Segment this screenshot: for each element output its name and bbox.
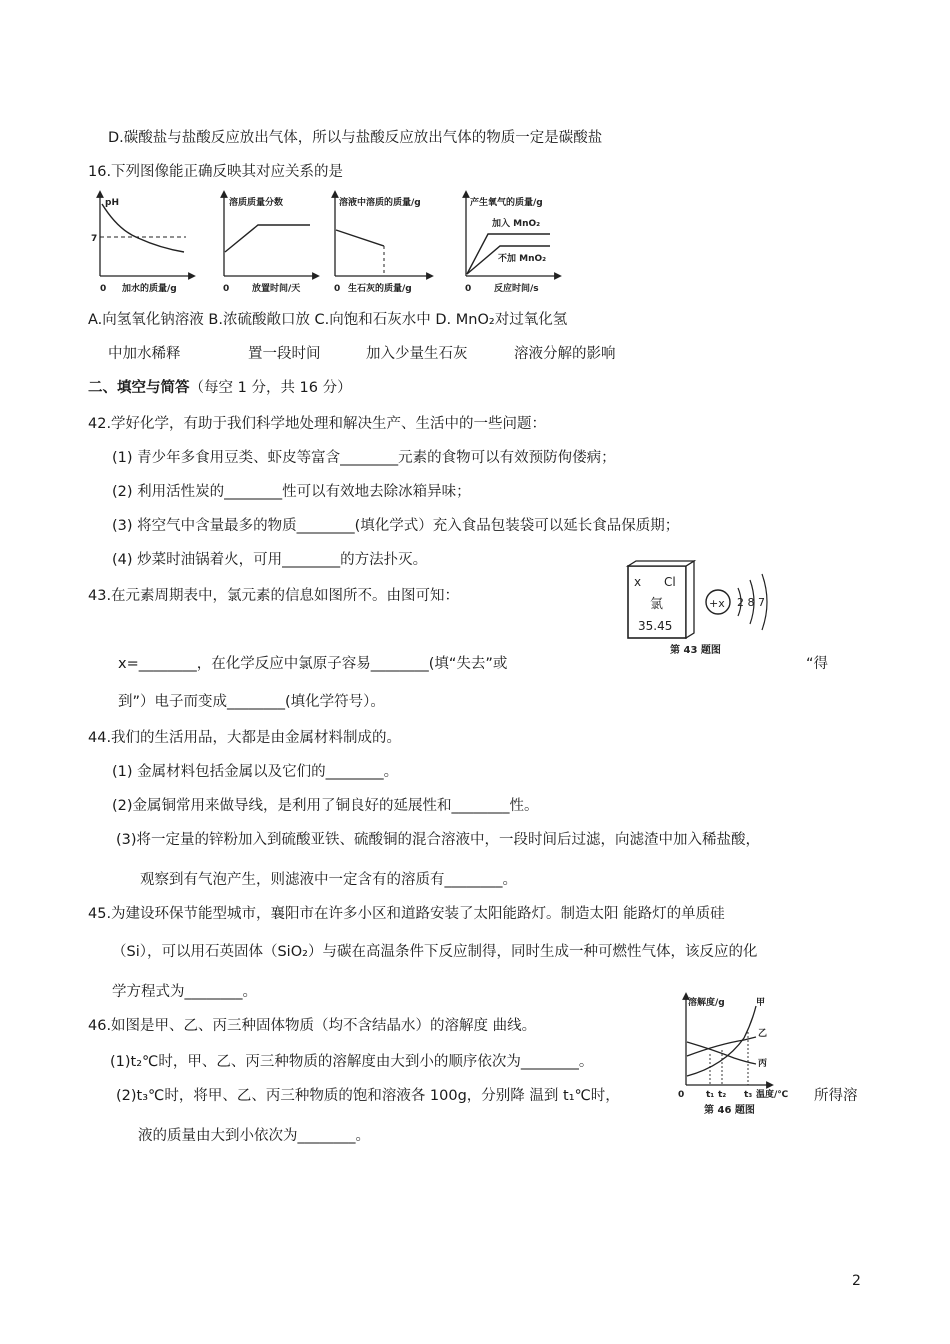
graph-d-label-with: 加入 MnO₂ (492, 219, 541, 229)
q43-chlorine-figure (618, 560, 788, 660)
q43-line-2: x=________，在化学反应中氯原子容易________(填“失去”或 (118, 656, 508, 672)
q16-option-b-cont: 置一段时间 (248, 346, 321, 362)
q46-item-1: (1)t₂℃时，甲、乙、丙三种物质的溶解度由大到小的顺序依次为________。 (110, 1054, 594, 1070)
q16-options-line1: A.向氢氧化钠溶液 B.浓硫酸敞口放 C.向饱和石灰水中 D. MnO₂对过氧化氢 (88, 312, 568, 328)
q43-stem: 43.在元素周期表中，氯元素的信息如图所不。由图可知： (88, 588, 460, 604)
q46-fig-xlabel: 温度/℃ (756, 1090, 789, 1100)
graph-d-xlabel: 反应时间/s (494, 284, 539, 294)
q42-stem: 42.学好化学，有助于我们科学地处理和解决生产、生活中的一些问题： (88, 416, 547, 432)
q46-fig-t1: t₁ (706, 1090, 715, 1100)
graph-b-xlabel: 放置时间/天 (252, 284, 301, 294)
q44-stem: 44.我们的生活用品，大都是由金属材料制成的。 (88, 730, 402, 746)
q46-solubility-figure (674, 992, 804, 1122)
q45-line-3: 学方程式为________。 (112, 984, 257, 1000)
graph-d-origin: 0 (465, 284, 472, 294)
q42-item-3: (3) 将空气中含量最多的物质________(填化学式）充入食品包装袋可以延长食品保质期； (112, 518, 680, 534)
q43-line-2-right: “得 (806, 656, 829, 672)
q42-item-4: (4) 炒菜时油锅着火，可用________的方法扑灭。 (112, 552, 428, 568)
page-number: 2 (852, 1273, 861, 1289)
graph-a (91, 194, 192, 294)
graph-a-ytick: 7 (91, 234, 98, 244)
q46-item-2: (2)t₃℃时，将甲、乙、丙三种物质的饱和溶液各 100g，分别降 温到 t₁℃时， (116, 1088, 620, 1104)
q46-fig-t2: t₂ (718, 1090, 727, 1100)
graph-c-xlabel: 生石灰的质量/g (348, 284, 412, 294)
q16-option-a-cont: 中加水稀释 (108, 346, 181, 362)
q43-fig-symbol: Cl (664, 575, 676, 589)
graph-b-origin: 0 (223, 284, 230, 294)
graph-b-ylabel: 溶质质量分数 (229, 198, 284, 208)
graph-c-ylabel: 溶液中溶质的质量/g (339, 198, 421, 208)
graph-c-origin: 0 (334, 284, 341, 294)
q43-fig-shells: 2 8 7 (737, 596, 765, 609)
q16-option-d-cont: 溶液分解的影响 (514, 346, 616, 362)
section-2-title: 二、填空与简答 (88, 380, 190, 396)
graph-b (223, 194, 316, 294)
section-2-note: （每空 1 分，共 16 分） (189, 380, 352, 396)
q43-line-3: 到”）电子而变成________(填化学符号）。 (118, 694, 385, 710)
q44-item-3-cont: 观察到有气泡产生，则滤液中一定含有的溶质有________。 (140, 872, 517, 888)
q42-item-1: (1) 青少年多食用豆类、虾皮等富含________元素的食物可以有效预防佝偻病； (112, 450, 616, 466)
graph-a-xlabel: 加水的质量/g (122, 284, 177, 294)
q16-graphs (88, 190, 568, 302)
q43-fig-name: 氯 (650, 597, 664, 612)
q16-option-c-cont: 加入少量生石灰 (366, 346, 468, 362)
graph-d (465, 194, 558, 294)
graph-c (334, 194, 430, 294)
graph-d-ylabel: 产生氧气的质量/g (470, 198, 543, 208)
q44-item-2: (2)金属铜常用来做导线，是利用了铜良好的延展性和________性。 (112, 798, 539, 814)
q44-item-1: (1) 金属材料包括金属以及它们的________。 (112, 764, 399, 780)
q15-option-d: D.碳酸盐与盐酸反应放出气体，所以与盐酸反应放出气体的物质一定是碳酸盐 (108, 130, 603, 146)
q46-fig-caption: 第 46 题图 (704, 1105, 755, 1116)
q43-fig-caption: 第 43 题图 (670, 645, 721, 656)
graph-a-origin: 0 (100, 284, 107, 294)
q16-stem: 16.下列图像能正确反映其对应关系的是 (88, 164, 344, 180)
q45-line-2: （Si），可以用石英固体（SiO₂）与碳在高温条件下反应制得，同时生成一种可燃性气体，该反应的化 (112, 944, 758, 960)
q46-fig-curve-c: 丙 (758, 1059, 768, 1069)
q46-fig-curve-b: 乙 (758, 1029, 768, 1039)
q46-fig-t3: t₃ (744, 1090, 753, 1100)
q46-fig-ylabel: 溶解度/g (688, 998, 725, 1008)
q42-item-2: (2) 利用活性炭的________性可以有效地去除冰箱异味； (112, 484, 471, 500)
q46-fig-curve-a: 甲 (756, 998, 766, 1008)
q46-stem: 46.如图是甲、乙、丙三种固体物质（均不含结晶水）的溶解度 曲线。 (88, 1018, 537, 1034)
q44-item-3: (3)将一定量的锌粉加入到硫酸亚铁、硫酸铜的混合溶液中，一段时间后过滤，向滤渣中加入稀盐酸， (116, 832, 761, 848)
graph-d-label-without: 不加 MnO₂ (498, 254, 547, 264)
q43-fig-nucleus: +x (709, 597, 725, 610)
q46-item-2-right: 所得溶 (814, 1088, 858, 1104)
graph-a-ylabel: pH (105, 198, 119, 208)
section-2-heading (88, 378, 352, 398)
q46-fig-origin: 0 (678, 1090, 685, 1100)
q43-fig-mass: 35.45 (638, 619, 673, 633)
q46-item-2-cont: 液的质量由大到小依次为________。 (138, 1128, 370, 1144)
q43-fig-x: x (634, 575, 642, 589)
q45-line-1: 45.为建设环保节能型城市，襄阳市在许多小区和道路安装了太阳能路灯。制造太阳 能路灯的单质硅 (88, 906, 725, 922)
